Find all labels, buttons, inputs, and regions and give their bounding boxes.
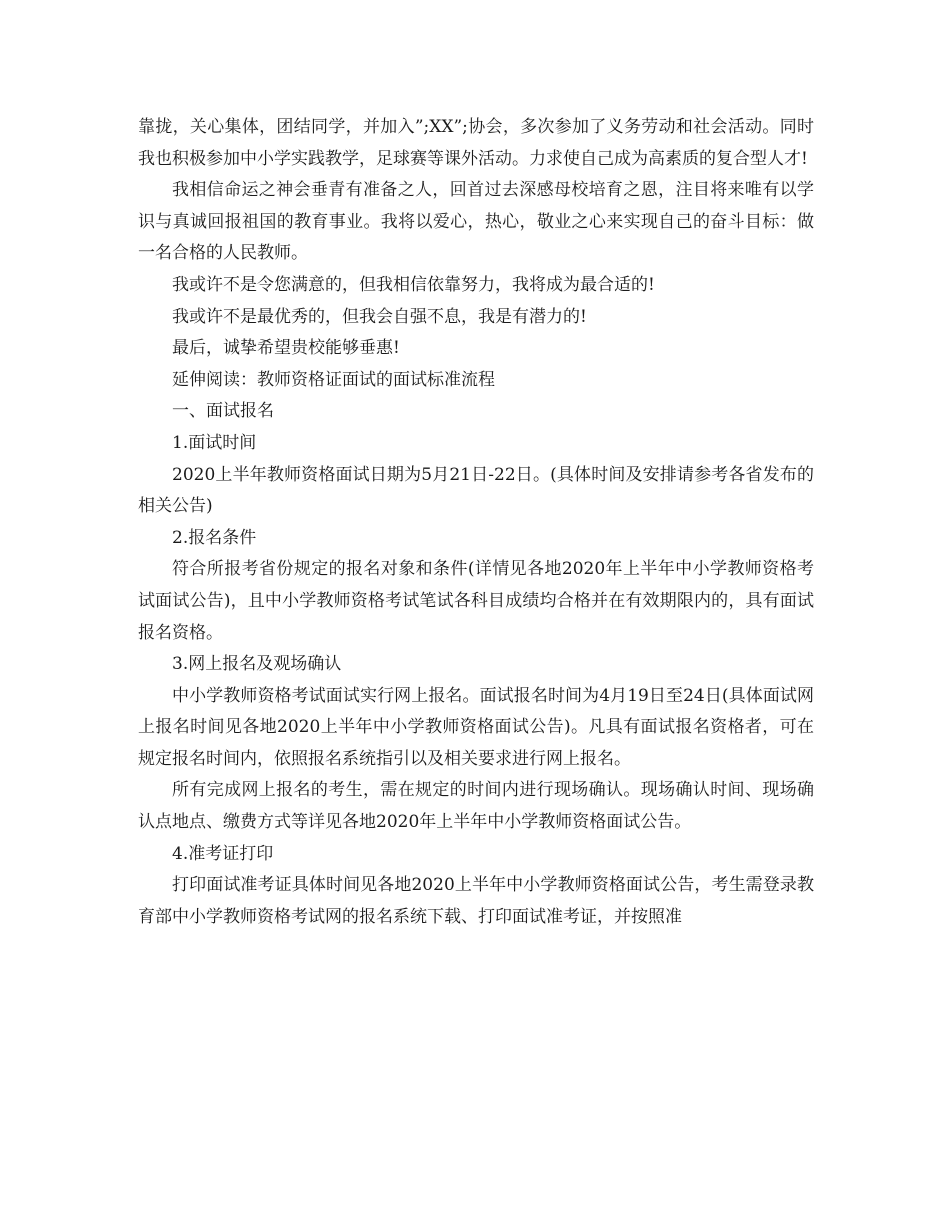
paragraph-online-registration: 中小学教师资格考试面试实行网上报名。面试报名时间为4月19日至24日(具体面试网上报名时间见各地2020上半年中小学教师资格面试公告)。凡具有面试报名资格者，可在规定报名时间内，依照报名系统指引以及相关要求进行网上报名。 [138,685,814,769]
section-heading-registration: 一、面试报名 [172,401,274,422]
subheading-conditions: 2.报名条件 [172,527,257,548]
subheading-online-registration: 3.网上报名及观场确认 [172,654,342,675]
paragraph-interview-date: 2020上半年教师资格面试日期为5月21日-22日。(具体时间及安排请参考各省发布的相关公告) [138,464,814,517]
paragraph-admission-ticket: 打印面试准考证具体时间见各地2020上半年中小学教师资格面试公告，考生需登录教育部中小学教师资格考试网的报名系统下载、打印面试准考证，并按照准 [138,875,814,927]
extended-reading-heading: 延伸阅读：教师资格证面试的面试标准流程 [172,369,495,390]
paragraph-closing: 最后，诚挚希望贵校能够垂惠! [172,338,400,359]
paragraph-potential: 我或许不是最优秀的，但我会自强不息，我是有潜力的! [172,306,587,327]
paragraph-teaching-aspiration: 我相信命运之神会垂青有准备之人，回首过去深感母校培育之恩，注目将来唯有以学识与真诚回报祖国的教育事业。我将以爱心，热心，敬业之心来实现自己的奋斗目标：做一名合格的人民教师。 [138,180,814,264]
subheading-admission-ticket: 4.准考证打印 [172,843,274,864]
paragraph-conditions: 符合所报考省份规定的报名对象和条件(详情见各地2020年上半年中小学教师资格考试面试公告)，且中小学教师资格考试笔试各科目成绩均合格并在有效期限内的，具有面试报名资格。 [138,559,814,643]
document-body [138,112,814,933]
paragraph-satisfaction: 我或许不是令您满意的，但我相信依靠努力，我将成为最合适的! [172,274,655,295]
subheading-interview-time: 1.面试时间 [172,432,257,453]
paragraph-continuation: 靠拢，关心集体，团结同学，并加入”;XX”;协会，多次参加了义务劳动和社会活动。同时我也积极参加中小学实践教学，足球赛等课外活动。力求使自己成为高素质的复合型人才! [138,117,814,169]
paragraph-onsite-confirmation: 所有完成网上报名的考生，需在规定的时间内进行现场确认。现场确认时间、现场确认点地点、缴费方式等详见各地2020年上半年中小学教师资格面试公告。 [138,780,814,833]
